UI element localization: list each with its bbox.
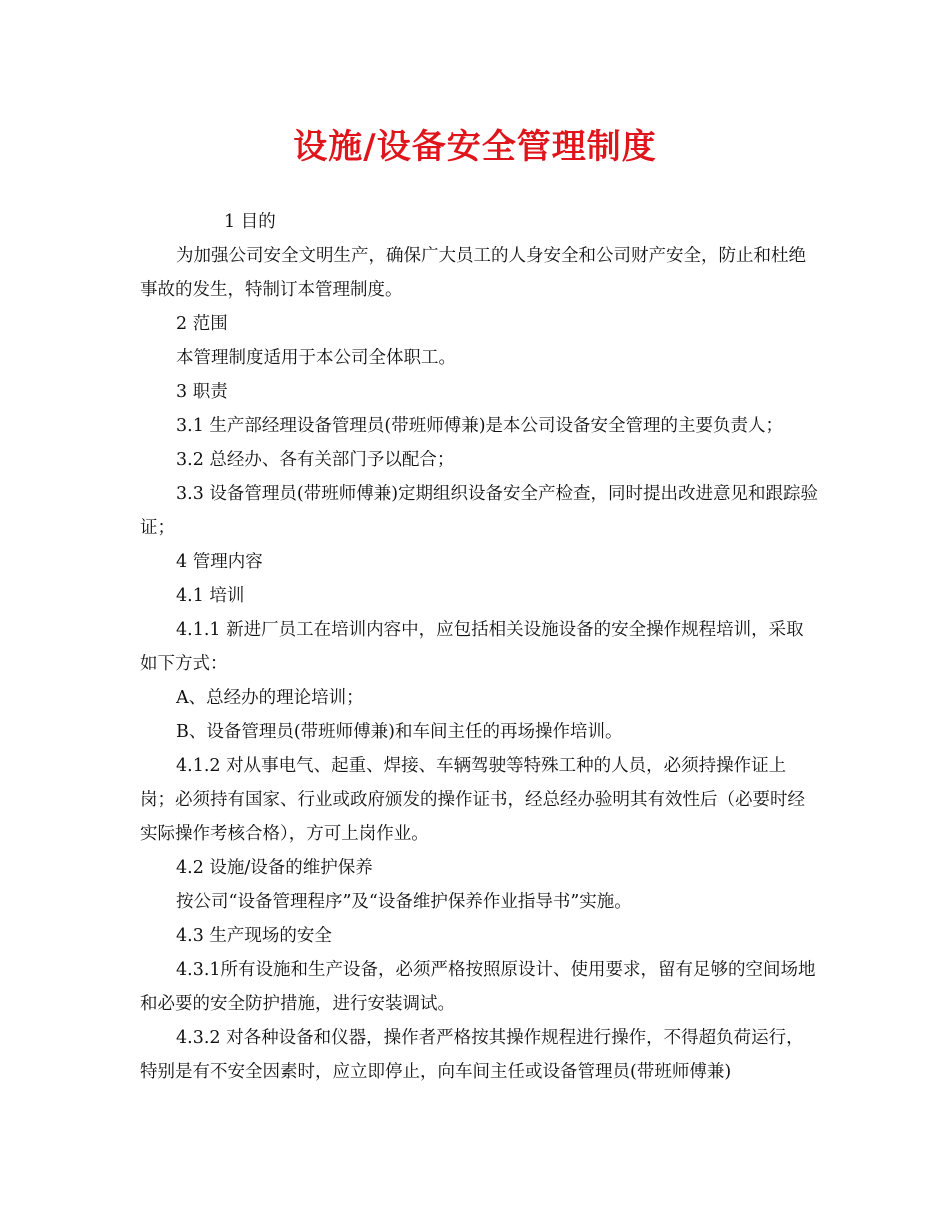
paragraph-purpose: 为加强公司安全文明生产，确保广大员工的人身安全和公司财产安全，防止和杜绝事故的发生，特制订本管理制度。 — [140, 246, 806, 300]
subsection-heading-site-safety: 4.3 生产现场的安全 — [176, 926, 332, 946]
section-heading-scope: 2 范围 — [176, 314, 228, 334]
paragraph-4-1-2: 4.1.2 对从事电气、起重、焊接、车辆驾驶等特殊工种的人员，必须持操作证上岗；必须持有国家、行业或政府颁发的操作证书，经总经办验明其有效性后（必要时经实际操作考核合格），方可上岗作业。 — [140, 756, 805, 844]
list-item-b: B、设备管理员(带班师傅兼)和车间主任的再场操作培训。 — [176, 722, 623, 742]
paragraph-duty-3-2: 3.2 总经办、各有关部门予以配合； — [176, 450, 455, 470]
paragraph-scope: 本管理制度适用于本公司全体职工。 — [176, 348, 456, 368]
section-heading-purpose: 1 目的 — [224, 212, 276, 232]
paragraph-4-3-2: 4.3.2 对各种设备和仪器，操作者严格按其操作规程进行操作，不得超负荷运行，特别是有不安全因素时，应立即停止，向车间主任或设备管理员(带班师傅兼) — [140, 1028, 804, 1082]
paragraph-4-3-1: 4.3.1所有设施和生产设备，必须严格按照原设计、使用要求，留有足够的空间场地和必要的安全防护措施，进行安装调试。 — [140, 960, 816, 1014]
subsection-heading-training: 4.1 培训 — [176, 586, 245, 606]
paragraph-duty-3-3: 3.3 设备管理员(带班师傅兼)定期组织设备安全产检查，同时提出改进意见和跟踪验证； — [140, 484, 819, 538]
paragraph-duty-3-1: 3.1 生产部经理设备管理员(带班师傅兼)是本公司设备安全管理的主要负责人； — [176, 416, 784, 436]
paragraph-maintenance: 按公司“设备管理程序”及“设备维护保养作业指导书”实施。 — [176, 892, 632, 912]
subsection-heading-maintenance: 4.2 设施/设备的维护保养 — [176, 858, 373, 878]
section-heading-duties: 3 职责 — [176, 382, 228, 402]
list-item-a: A、总经办的理论培训； — [176, 688, 364, 708]
paragraph-4-1-1: 4.1.1 新进厂员工在培训内容中，应包括相关设施设备的安全操作规程培训，采取如下方式： — [140, 620, 804, 674]
document-body — [140, 205, 820, 1089]
document-title: 设施/设备安全管理制度 — [293, 127, 657, 167]
section-heading-management: 4 管理内容 — [176, 552, 263, 572]
